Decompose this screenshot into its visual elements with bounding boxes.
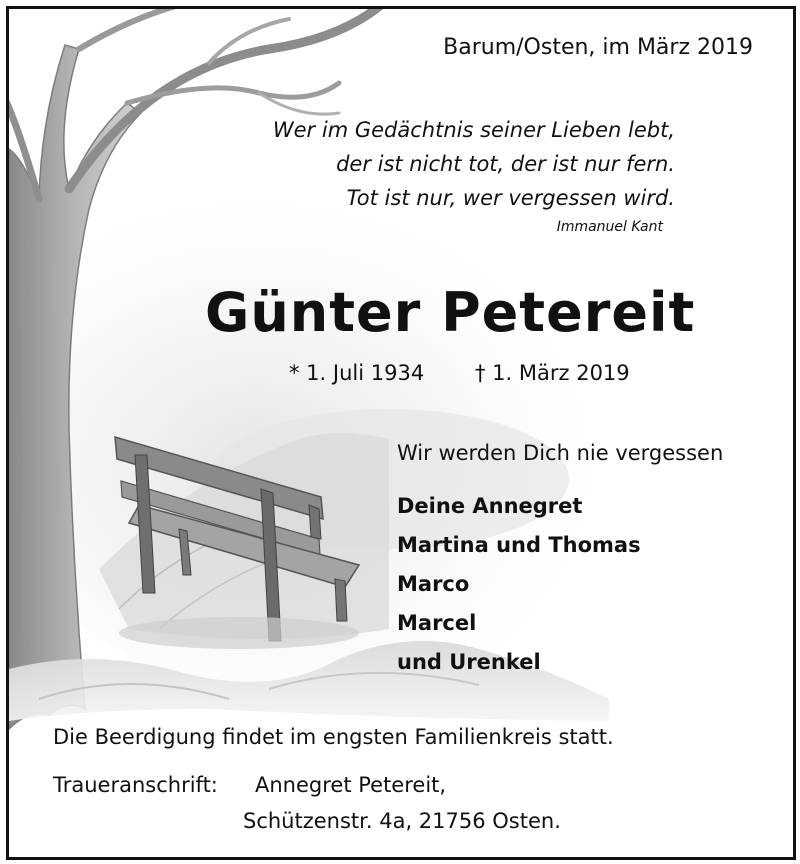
quote-author: Immanuel Kant	[556, 219, 663, 235]
death-date: † 1. März 2019	[475, 361, 630, 385]
mourner-name: Deine Annegret	[397, 494, 583, 518]
address-label: Traueranschrift:	[53, 773, 218, 797]
memorial-quote	[273, 113, 675, 215]
mourner-name: und Urenkel	[397, 650, 541, 674]
mourner-name: Marcel	[397, 611, 477, 635]
obituary-frame	[6, 6, 796, 860]
mourner-name: Martina und Thomas	[397, 533, 641, 557]
mourner-name: Marco	[397, 572, 470, 596]
address-line-1: Annegret Petereit,	[255, 773, 447, 797]
place-date: Barum/Osten, im März 2019	[443, 35, 753, 60]
quote-line: Wer im Gedächtnis seiner Lieben lebt,	[272, 118, 675, 142]
quote-line: Tot ist nur, wer vergessen wird.	[346, 186, 675, 210]
birth-date: * 1. Juli 1934	[289, 361, 425, 385]
address-line-2: Schützenstr. 4a, 21756 Osten.	[243, 809, 561, 833]
quote-line: der ist nicht tot, der ist nur fern.	[336, 152, 675, 176]
mourners-list	[397, 487, 641, 682]
funeral-note: Die Beerdigung findet im engsten Familienkreis statt.	[53, 725, 614, 749]
deceased-name: Günter Petereit	[205, 281, 696, 344]
farewell-line: Wir werden Dich nie vergessen	[397, 441, 724, 465]
